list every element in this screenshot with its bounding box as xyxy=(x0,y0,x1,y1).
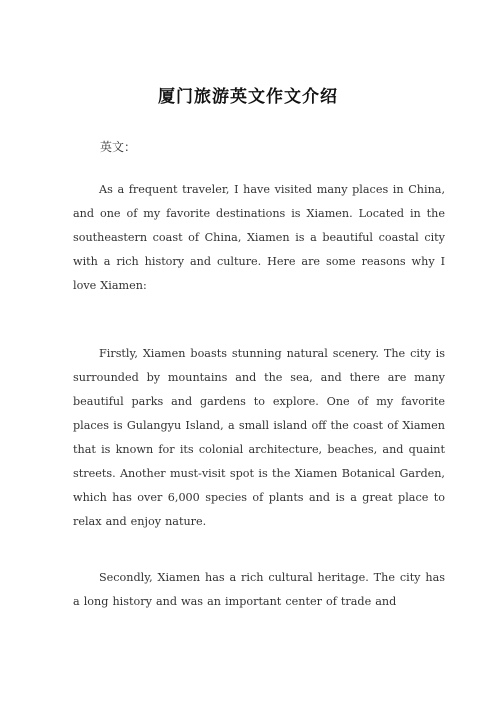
document-title: 厦门旅游英文作文介绍 xyxy=(158,87,338,107)
paragraph-culture: Secondly, Xiamen has a rich cultural heritage. The city has a long history and was an important center of trade and xyxy=(73,571,445,608)
section-label-english: 英文： xyxy=(100,140,137,154)
paragraph-intro: As a frequent traveler, I have visited many places in China, and one of my favorite destinations is Xiamen. Located in the southeastern coast of China, Xiamen is a beautiful coastal city with a rich history and culture. Here are some reasons why I love Xiamen: xyxy=(73,183,445,292)
paragraph-scenery: Firstly, Xiamen boasts stunning natural scenery. The city is surrounded by mountains and the sea, and there are many beautiful parks and gardens to explore. One of my favorite places is Gulangyu Island, a small island off the coast of Xiamen that is known for its colonial architecture, beaches, and quaint streets. Another must-visit spot is the Xiamen Botanical Garden, which has over 6,000 species of plants and is a great place to relax and enjoy nature. xyxy=(73,347,445,528)
